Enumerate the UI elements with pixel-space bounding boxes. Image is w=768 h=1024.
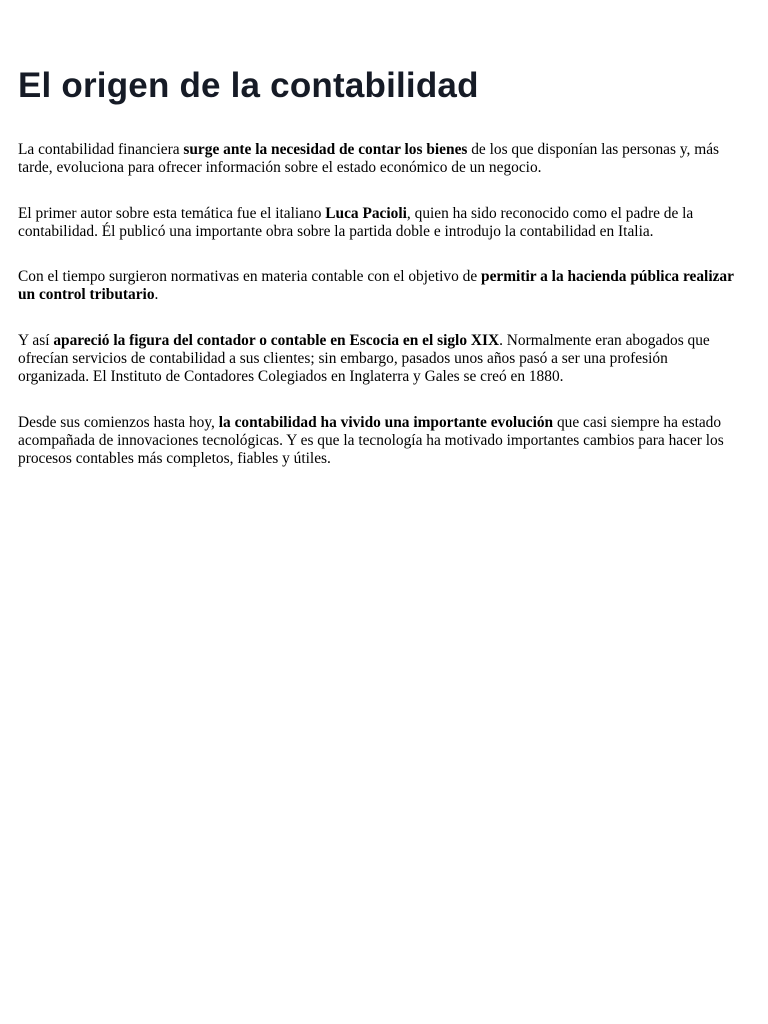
paragraph-emphasis: Luca Pacioli bbox=[325, 204, 407, 222]
paragraph-text: de los que disponían las personas y, más tarde, evoluciona para ofrecer información sobre el estado económico de un negocio. bbox=[18, 141, 720, 177]
paragraph-text: Con el tiempo surgieron normativas en materia contable con el objetivo de bbox=[18, 268, 482, 286]
paragraph-emphasis: la contabilidad ha vivido una importante evolución bbox=[218, 413, 554, 431]
paragraph-text: Y así bbox=[18, 331, 54, 349]
paragraph-text: La contabilidad financiera bbox=[18, 141, 184, 158]
paragraph-emphasis: apareció la figura del contador o contable en Escocia en el siglo XIX bbox=[53, 331, 500, 349]
paragraph-emphasis: permitir a la hacienda pública realizar un control tributario bbox=[18, 268, 734, 304]
paragraph-scotland bbox=[18, 332, 738, 387]
paragraph-text: , quien ha sido reconocido como el padre de la contabilidad. Él publicó una importante obra sobre la partida doble e introdujo la contabilidad en Italia. bbox=[18, 204, 694, 240]
paragraph-text: . Normalmente eran abogados que ofrecían servicios de contabilidad a sus clientes; sin embargo, pasados unos años pasó a ser una profesión organizada. El Instituto de Contadores Colegiados en Inglaterra y Gales se creó en 1880. bbox=[18, 331, 710, 386]
article-body bbox=[18, 141, 738, 469]
paragraph-regulations bbox=[18, 268, 738, 305]
paragraph-text: que casi siempre ha estado acompañada de innovaciones tecnológicas. Y es que la tecnología ha motivado importantes cambios para hacer los procesos contables más completos, fiables y útiles. bbox=[18, 413, 724, 468]
article bbox=[18, 64, 738, 496]
paragraph-text: El primer autor sobre esta temática fue el italiano bbox=[18, 204, 326, 222]
paragraph-origin bbox=[18, 141, 738, 178]
paragraph-text: . bbox=[154, 286, 159, 304]
paragraph-text: Desde sus comienzos hasta hoy, bbox=[18, 413, 219, 431]
paragraph-pacioli bbox=[18, 205, 738, 242]
paragraph-emphasis: surge ante la necesidad de contar los bienes bbox=[183, 141, 468, 158]
page-title: El origen de la contabilidad bbox=[18, 66, 479, 105]
paragraph-evolution bbox=[18, 414, 738, 469]
